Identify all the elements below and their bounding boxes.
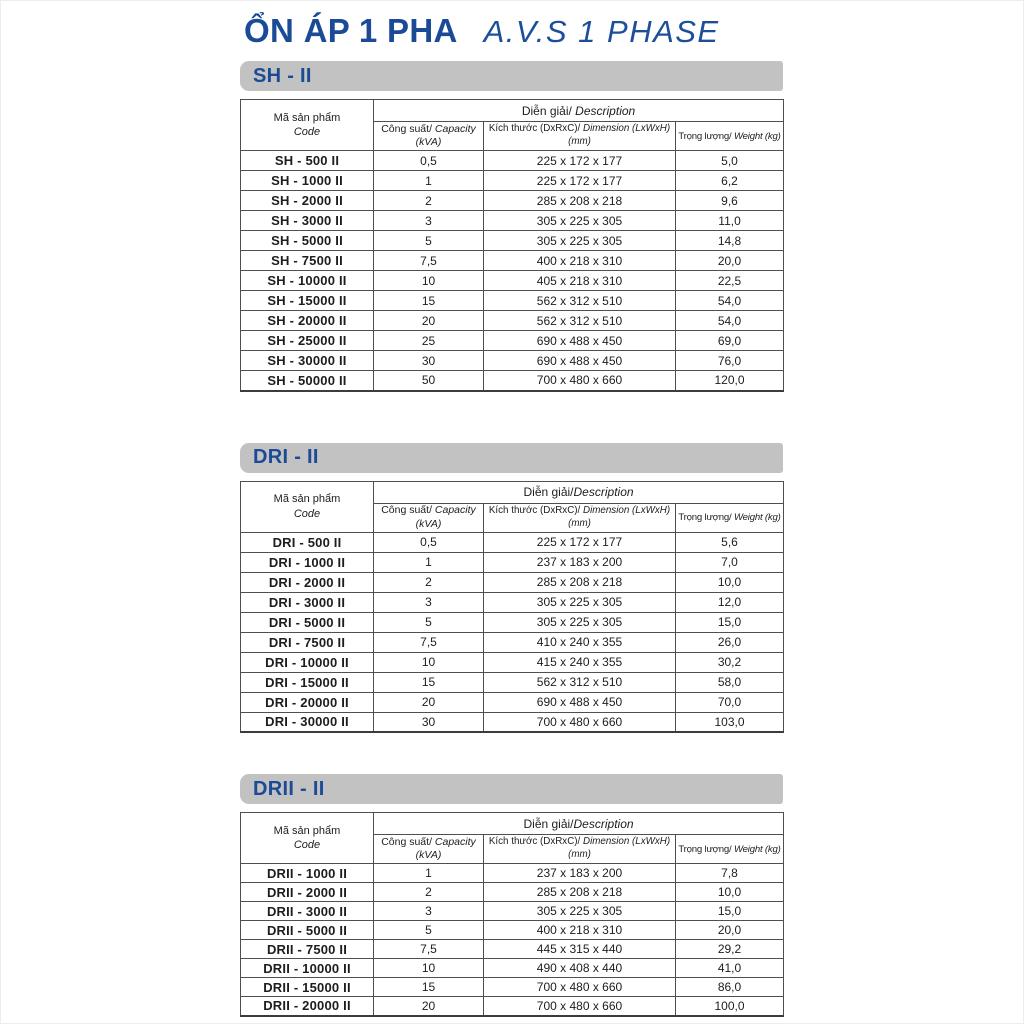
header-description-en: Description — [573, 816, 634, 831]
header-weight-vi: Trọng lượng/ — [678, 843, 732, 855]
spec-table-dri — [240, 481, 784, 734]
cell-capacity: 3 — [374, 592, 484, 612]
cell-dimension: 690 x 488 x 450 — [484, 351, 676, 371]
cell-weight: 54,0 — [676, 291, 784, 311]
cell-code: DRI - 500 II — [241, 532, 374, 552]
cell-dimension: 305 x 225 x 305 — [484, 231, 676, 251]
header-weight — [676, 122, 784, 151]
title-english: A.V.S 1 PHASE — [483, 14, 720, 49]
cell-capacity: 0,5 — [374, 532, 484, 552]
table-row — [241, 151, 784, 171]
cell-weight: 12,0 — [676, 592, 784, 612]
cell-capacity: 2 — [374, 191, 484, 211]
header-dimension-unit: (mm) — [568, 849, 591, 860]
cell-code: DRII - 7500 II — [241, 940, 374, 959]
table-row — [241, 171, 784, 191]
cell-code: DRII - 2000 II — [241, 883, 374, 902]
header-weight — [676, 835, 784, 864]
header-dimension-unit: (mm) — [568, 136, 591, 147]
cell-dimension: 562 x 312 x 510 — [484, 311, 676, 331]
cell-code: DRII - 20000 II — [241, 997, 374, 1016]
table-row — [241, 331, 784, 351]
table-row — [241, 632, 784, 652]
cell-code: DRII - 10000 II — [241, 959, 374, 978]
cell-weight: 10,0 — [676, 883, 784, 902]
header-dimension-en: Dimension (LxWxH) — [580, 504, 671, 516]
cell-code: SH - 5000 II — [241, 231, 374, 251]
table-row — [241, 612, 784, 632]
cell-weight: 58,0 — [676, 672, 784, 692]
section-banner-label: DRII - II — [253, 777, 325, 800]
header-capacity — [374, 835, 484, 864]
header-capacity — [374, 503, 484, 532]
table-row — [241, 351, 784, 371]
header-description — [374, 481, 784, 503]
cell-weight: 14,8 — [676, 231, 784, 251]
header-code-vi: Mã sản phẩm — [273, 493, 341, 506]
cell-capacity: 2 — [374, 883, 484, 902]
cell-weight: 29,2 — [676, 940, 784, 959]
header-weight-vi: Trọng lượng/ — [678, 512, 732, 523]
cell-capacity: 7,5 — [374, 940, 484, 959]
header-description-vi: Diễn giải/ — [521, 103, 572, 118]
table-row — [241, 692, 784, 712]
cell-dimension: 700 x 480 x 660 — [484, 712, 676, 732]
cell-code: DRII - 3000 II — [241, 902, 374, 921]
header-capacity-vi: Công suất/ — [381, 835, 432, 848]
cell-dimension: 237 x 183 x 200 — [484, 864, 676, 883]
header-capacity-en: Capacity — [432, 504, 476, 517]
cell-dimension: 305 x 225 x 305 — [484, 211, 676, 231]
section-dri-ii — [240, 443, 783, 734]
cell-code: SH - 7500 II — [241, 251, 374, 271]
header-code — [241, 100, 374, 151]
header-weight-vi: Trọng lượng/ — [678, 130, 732, 142]
table-row — [241, 291, 784, 311]
cell-code: SH - 3000 II — [241, 211, 374, 231]
cell-weight: 41,0 — [676, 959, 784, 978]
cell-dimension: 225 x 172 x 177 — [484, 171, 676, 191]
cell-capacity: 50 — [374, 371, 484, 391]
cell-weight: 76,0 — [676, 351, 784, 371]
section-banner — [240, 61, 783, 91]
header-dimension — [484, 122, 676, 151]
cell-dimension: 285 x 208 x 218 — [484, 191, 676, 211]
table-row — [241, 251, 784, 271]
header-code — [241, 813, 374, 864]
cell-capacity: 1 — [374, 171, 484, 191]
header-description-vi: Diễn giải/ — [523, 485, 574, 499]
header-dimension-vi: Kích thước (DxRxC)/ — [488, 836, 581, 848]
cell-dimension: 285 x 208 x 218 — [484, 572, 676, 592]
cell-code: SH - 10000 II — [241, 271, 374, 291]
header-description — [374, 813, 784, 835]
cell-weight: 20,0 — [676, 251, 784, 271]
cell-dimension: 700 x 480 x 660 — [484, 978, 676, 997]
table-row — [241, 959, 784, 978]
cell-weight: 7,0 — [676, 552, 784, 572]
header-weight-en: Weight (kg) — [731, 512, 781, 523]
cell-dimension: 410 x 240 x 355 — [484, 632, 676, 652]
header-capacity-en: Capacity — [432, 835, 476, 848]
cell-weight: 5,6 — [676, 532, 784, 552]
header-code — [241, 481, 374, 532]
header-capacity-unit: (kVA) — [415, 517, 442, 530]
cell-capacity: 5 — [374, 231, 484, 251]
table-row — [241, 231, 784, 251]
section-banner — [240, 443, 783, 473]
cell-capacity: 10 — [374, 959, 484, 978]
cell-capacity: 10 — [374, 652, 484, 672]
cell-code: SH - 500 II — [241, 151, 374, 171]
cell-code: SH - 15000 II — [241, 291, 374, 311]
cell-dimension: 690 x 488 x 450 — [484, 331, 676, 351]
cell-capacity: 1 — [374, 864, 484, 883]
table-row — [241, 672, 784, 692]
cell-code: DRI - 1000 II — [241, 552, 374, 572]
cell-dimension: 305 x 225 x 305 — [484, 902, 676, 921]
cell-weight: 6,2 — [676, 171, 784, 191]
header-description-vi: Diễn giải/ — [523, 816, 574, 831]
cell-code: DRI - 7500 II — [241, 632, 374, 652]
table-row — [241, 652, 784, 672]
table-row — [241, 883, 784, 902]
cell-code: DRI - 30000 II — [241, 712, 374, 732]
cell-dimension: 562 x 312 x 510 — [484, 672, 676, 692]
cell-dimension: 562 x 312 x 510 — [484, 291, 676, 311]
section-banner — [240, 774, 783, 804]
cell-dimension: 305 x 225 x 305 — [484, 612, 676, 632]
cell-capacity: 7,5 — [374, 251, 484, 271]
cell-weight: 10,0 — [676, 572, 784, 592]
cell-code: DRII - 5000 II — [241, 921, 374, 940]
cell-code: SH - 25000 II — [241, 331, 374, 351]
header-dimension-en: Dimension (LxWxH) — [580, 836, 671, 848]
section-banner-label: DRI - II — [253, 446, 319, 468]
cell-dimension: 700 x 480 x 660 — [484, 997, 676, 1016]
table-row — [241, 592, 784, 612]
cell-capacity: 0,5 — [374, 151, 484, 171]
cell-capacity: 7,5 — [374, 632, 484, 652]
cell-dimension: 225 x 172 x 177 — [484, 532, 676, 552]
cell-dimension: 700 x 480 x 660 — [484, 371, 676, 391]
cell-weight: 7,8 — [676, 864, 784, 883]
cell-dimension: 225 x 172 x 177 — [484, 151, 676, 171]
cell-weight: 70,0 — [676, 692, 784, 712]
catalog-page — [240, 12, 783, 1017]
header-description-en: Description — [571, 103, 636, 118]
cell-weight: 15,0 — [676, 612, 784, 632]
cell-weight: 103,0 — [676, 712, 784, 732]
cell-weight: 54,0 — [676, 311, 784, 331]
cell-dimension: 405 x 218 x 310 — [484, 271, 676, 291]
cell-capacity: 30 — [374, 712, 484, 732]
cell-code: DRI - 3000 II — [241, 592, 374, 612]
cell-dimension: 690 x 488 x 450 — [484, 692, 676, 712]
header-dimension-unit: (mm) — [568, 517, 591, 529]
cell-weight: 9,6 — [676, 191, 784, 211]
header-capacity-vi: Công suất/ — [381, 122, 432, 135]
cell-capacity: 1 — [374, 552, 484, 572]
header-capacity-unit: (kVA) — [415, 849, 442, 861]
header-code-vi: Mã sản phẩm — [273, 111, 341, 124]
cell-dimension: 415 x 240 x 355 — [484, 652, 676, 672]
cell-capacity: 3 — [374, 902, 484, 921]
header-code-en: Code — [293, 839, 321, 851]
cell-code: DRII - 15000 II — [241, 978, 374, 997]
cell-code: SH - 1000 II — [241, 171, 374, 191]
header-dimension — [484, 503, 676, 532]
title-vietnamese: ỔN ÁP 1 PHA — [244, 12, 458, 49]
cell-capacity: 25 — [374, 331, 484, 351]
header-weight-en: Weight (kg) — [731, 843, 781, 855]
cell-weight: 69,0 — [676, 331, 784, 351]
header-capacity-unit: (kVA) — [415, 136, 442, 148]
spec-table-drii — [240, 812, 784, 1017]
table-row — [241, 191, 784, 211]
table-row — [241, 552, 784, 572]
table-row — [241, 978, 784, 997]
cell-dimension: 305 x 225 x 305 — [484, 592, 676, 612]
section-banner-label: SH - II — [253, 64, 312, 87]
header-description — [374, 100, 784, 122]
cell-weight: 120,0 — [676, 371, 784, 391]
cell-capacity: 2 — [374, 572, 484, 592]
table-row — [241, 940, 784, 959]
header-dimension-vi: Kích thước (DxRxC)/ — [488, 504, 581, 516]
cell-capacity: 10 — [374, 271, 484, 291]
table-row — [241, 211, 784, 231]
cell-capacity: 20 — [374, 997, 484, 1016]
table-row — [241, 271, 784, 291]
cell-weight: 30,2 — [676, 652, 784, 672]
cell-capacity: 20 — [374, 692, 484, 712]
cell-weight: 5,0 — [676, 151, 784, 171]
cell-weight: 100,0 — [676, 997, 784, 1016]
cell-dimension: 445 x 315 x 440 — [484, 940, 676, 959]
cell-dimension: 490 x 408 x 440 — [484, 959, 676, 978]
cell-code: DRI - 2000 II — [241, 572, 374, 592]
cell-weight: 11,0 — [676, 211, 784, 231]
cell-capacity: 20 — [374, 311, 484, 331]
cell-code: DRI - 15000 II — [241, 672, 374, 692]
cell-weight: 20,0 — [676, 921, 784, 940]
cell-weight: 26,0 — [676, 632, 784, 652]
cell-dimension: 400 x 218 x 310 — [484, 251, 676, 271]
header-description-en: Description — [573, 485, 634, 499]
table-row — [241, 572, 784, 592]
table-row — [241, 902, 784, 921]
header-capacity-en: Capacity — [432, 122, 476, 135]
cell-code: DRII - 1000 II — [241, 864, 374, 883]
table-row — [241, 997, 784, 1016]
cell-code: SH - 2000 II — [241, 191, 374, 211]
table-row — [241, 864, 784, 883]
header-code-en: Code — [293, 126, 321, 138]
header-weight — [676, 503, 784, 532]
header-weight-en: Weight (kg) — [731, 130, 781, 142]
cell-capacity: 30 — [374, 351, 484, 371]
cell-code: SH - 30000 II — [241, 351, 374, 371]
table-row — [241, 712, 784, 732]
cell-capacity: 15 — [374, 291, 484, 311]
table-row — [241, 532, 784, 552]
cell-weight: 22,5 — [676, 271, 784, 291]
cell-code: DRI - 10000 II — [241, 652, 374, 672]
table-row — [241, 371, 784, 391]
cell-code: SH - 50000 II — [241, 371, 374, 391]
cell-dimension: 400 x 218 x 310 — [484, 921, 676, 940]
cell-dimension: 285 x 208 x 218 — [484, 883, 676, 902]
cell-dimension: 237 x 183 x 200 — [484, 552, 676, 572]
cell-capacity: 5 — [374, 612, 484, 632]
spec-table-sh — [240, 99, 784, 392]
header-dimension-vi: Kích thước (DxRxC)/ — [488, 123, 581, 135]
header-dimension-en: Dimension (LxWxH) — [580, 123, 671, 135]
cell-code: SH - 20000 II — [241, 311, 374, 331]
header-code-vi: Mã sản phẩm — [273, 824, 341, 837]
header-capacity-vi: Công suất/ — [381, 504, 432, 517]
table-row — [241, 921, 784, 940]
cell-code: DRI - 5000 II — [241, 612, 374, 632]
header-dimension — [484, 835, 676, 864]
cell-capacity: 3 — [374, 211, 484, 231]
cell-code: DRI - 20000 II — [241, 692, 374, 712]
table-row — [241, 311, 784, 331]
header-code-en: Code — [293, 507, 321, 520]
cell-capacity: 5 — [374, 921, 484, 940]
cell-capacity: 15 — [374, 672, 484, 692]
section-drii-ii — [240, 774, 783, 1017]
cell-weight: 86,0 — [676, 978, 784, 997]
cell-weight: 15,0 — [676, 902, 784, 921]
section-sh-ii — [240, 61, 783, 392]
page-title — [244, 12, 783, 50]
header-capacity — [374, 122, 484, 151]
cell-capacity: 15 — [374, 978, 484, 997]
